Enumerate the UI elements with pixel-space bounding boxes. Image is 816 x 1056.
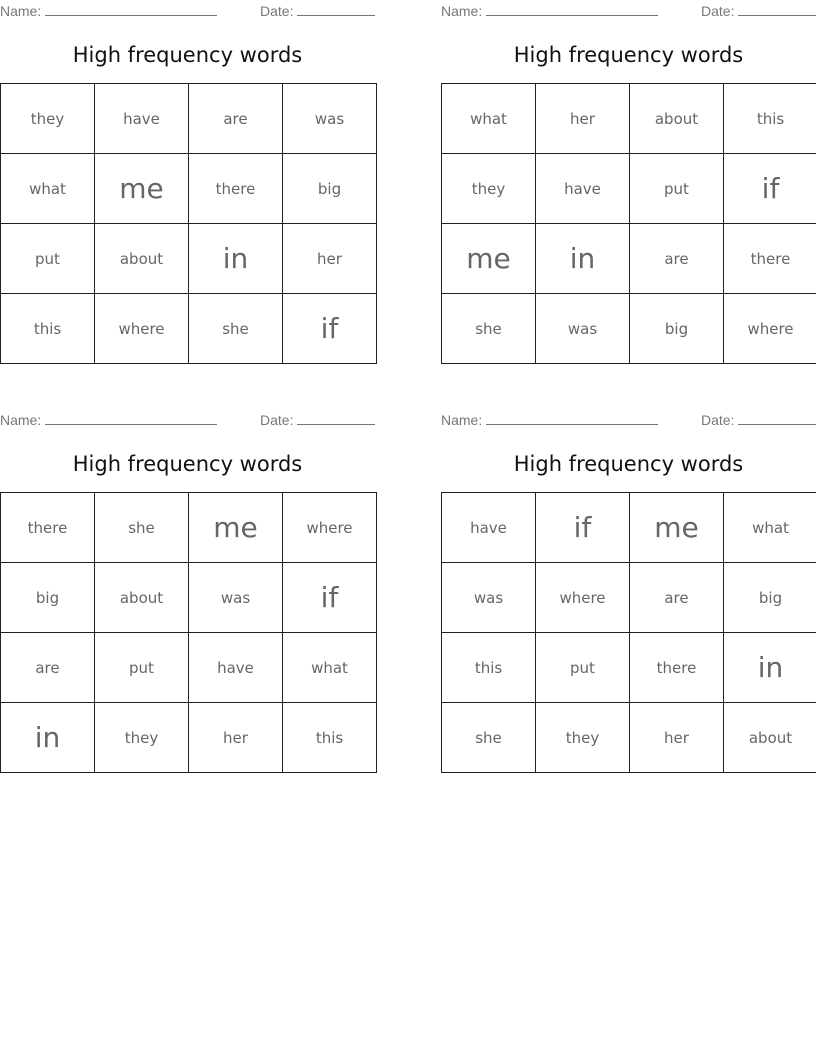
- grid-row: [442, 563, 816, 633]
- word-cell: she: [189, 294, 283, 364]
- word-cell: this: [1, 294, 95, 364]
- name-label: Name:: [441, 3, 483, 19]
- word-cell: her: [536, 84, 630, 154]
- card-title: High frequency words: [513, 452, 744, 476]
- date-label: Date:: [701, 3, 735, 19]
- name-date-line: [441, 2, 816, 20]
- word-cell: they: [1, 84, 95, 154]
- word-cell: was: [536, 294, 630, 364]
- word-grid: [0, 83, 377, 364]
- word-cell: she: [442, 294, 536, 364]
- grid-row: [1, 84, 377, 154]
- grid-row: [442, 703, 816, 773]
- word-cell: what: [1, 154, 95, 224]
- card-title: High frequency words: [513, 43, 744, 67]
- card-title: High frequency words: [72, 43, 303, 67]
- date-blank-line[interactable]: [297, 2, 375, 16]
- word-cell: big: [1, 563, 95, 633]
- word-cell: what: [724, 493, 816, 563]
- word-cell: was: [189, 563, 283, 633]
- date-blank-line[interactable]: [738, 2, 816, 16]
- name-date-line: [0, 411, 375, 429]
- date-label: Date:: [701, 412, 735, 428]
- grid-row: [442, 154, 816, 224]
- word-cell: she: [95, 493, 189, 563]
- word-cell: her: [283, 224, 377, 294]
- word-cell: this: [283, 703, 377, 773]
- word-cell: in: [1, 703, 95, 773]
- word-cell: me: [95, 154, 189, 224]
- word-cell: about: [95, 563, 189, 633]
- word-cell: me: [442, 224, 536, 294]
- word-cell: put: [95, 633, 189, 703]
- card-title: High frequency words: [72, 452, 303, 476]
- word-cell: in: [724, 633, 816, 703]
- word-cell: have: [95, 84, 189, 154]
- word-cell: in: [536, 224, 630, 294]
- name-blank-line[interactable]: [45, 411, 217, 425]
- word-cell: are: [189, 84, 283, 154]
- grid-row: [442, 633, 816, 703]
- date-blank-line[interactable]: [738, 411, 816, 425]
- word-cell: she: [442, 703, 536, 773]
- word-cell: where: [95, 294, 189, 364]
- word-cell: if: [283, 294, 377, 364]
- word-cell: are: [630, 224, 724, 294]
- grid-row: [1, 294, 377, 364]
- date-field[interactable]: [260, 2, 375, 19]
- name-field[interactable]: [441, 411, 658, 428]
- grid-row: [1, 493, 377, 563]
- word-cell: this: [442, 633, 536, 703]
- word-grid: [441, 492, 816, 773]
- word-cell: put: [1, 224, 95, 294]
- date-label: Date:: [260, 412, 294, 428]
- word-cell: about: [95, 224, 189, 294]
- word-cell: if: [724, 154, 816, 224]
- word-cell: put: [536, 633, 630, 703]
- date-field[interactable]: [701, 2, 816, 19]
- word-cell: are: [1, 633, 95, 703]
- date-field[interactable]: [701, 411, 816, 428]
- word-cell: have: [189, 633, 283, 703]
- name-field[interactable]: [0, 2, 217, 19]
- word-cell: have: [442, 493, 536, 563]
- word-cell: have: [536, 154, 630, 224]
- word-cell: where: [724, 294, 816, 364]
- word-cell: her: [630, 703, 724, 773]
- name-date-line: [441, 411, 816, 429]
- name-field[interactable]: [0, 411, 217, 428]
- word-cell: they: [536, 703, 630, 773]
- word-cell: big: [630, 294, 724, 364]
- name-field[interactable]: [441, 2, 658, 19]
- word-cell: there: [724, 224, 816, 294]
- name-blank-line[interactable]: [486, 2, 658, 16]
- word-cell: was: [283, 84, 377, 154]
- grid-row: [1, 633, 377, 703]
- name-label: Name:: [0, 3, 42, 19]
- word-cell: they: [442, 154, 536, 224]
- grid-row: [442, 294, 816, 364]
- grid-row: [1, 563, 377, 633]
- word-cell: in: [189, 224, 283, 294]
- word-cell: if: [283, 563, 377, 633]
- word-cell: big: [724, 563, 816, 633]
- word-cell: there: [1, 493, 95, 563]
- word-cell: there: [189, 154, 283, 224]
- date-blank-line[interactable]: [297, 411, 375, 425]
- word-cell: big: [283, 154, 377, 224]
- name-blank-line[interactable]: [45, 2, 217, 16]
- word-cell: there: [630, 633, 724, 703]
- grid-row: [1, 703, 377, 773]
- word-cell: about: [724, 703, 816, 773]
- grid-row: [442, 493, 816, 563]
- word-cell: what: [283, 633, 377, 703]
- grid-row: [442, 224, 816, 294]
- name-date-line: [0, 2, 375, 20]
- name-label: Name:: [0, 412, 42, 428]
- grid-row: [1, 224, 377, 294]
- word-grid: [441, 83, 816, 364]
- name-label: Name:: [441, 412, 483, 428]
- word-cell: are: [630, 563, 724, 633]
- word-cell: this: [724, 84, 816, 154]
- word-cell: where: [283, 493, 377, 563]
- name-blank-line[interactable]: [486, 411, 658, 425]
- word-cell: where: [536, 563, 630, 633]
- word-cell: what: [442, 84, 536, 154]
- word-cell: if: [536, 493, 630, 563]
- word-cell: me: [189, 493, 283, 563]
- grid-row: [1, 154, 377, 224]
- word-cell: her: [189, 703, 283, 773]
- date-field[interactable]: [260, 411, 375, 428]
- word-cell: me: [630, 493, 724, 563]
- word-cell: about: [630, 84, 724, 154]
- word-cell: they: [95, 703, 189, 773]
- word-cell: was: [442, 563, 536, 633]
- word-grid: [0, 492, 377, 773]
- date-label: Date:: [260, 3, 294, 19]
- word-cell: put: [630, 154, 724, 224]
- grid-row: [442, 84, 816, 154]
